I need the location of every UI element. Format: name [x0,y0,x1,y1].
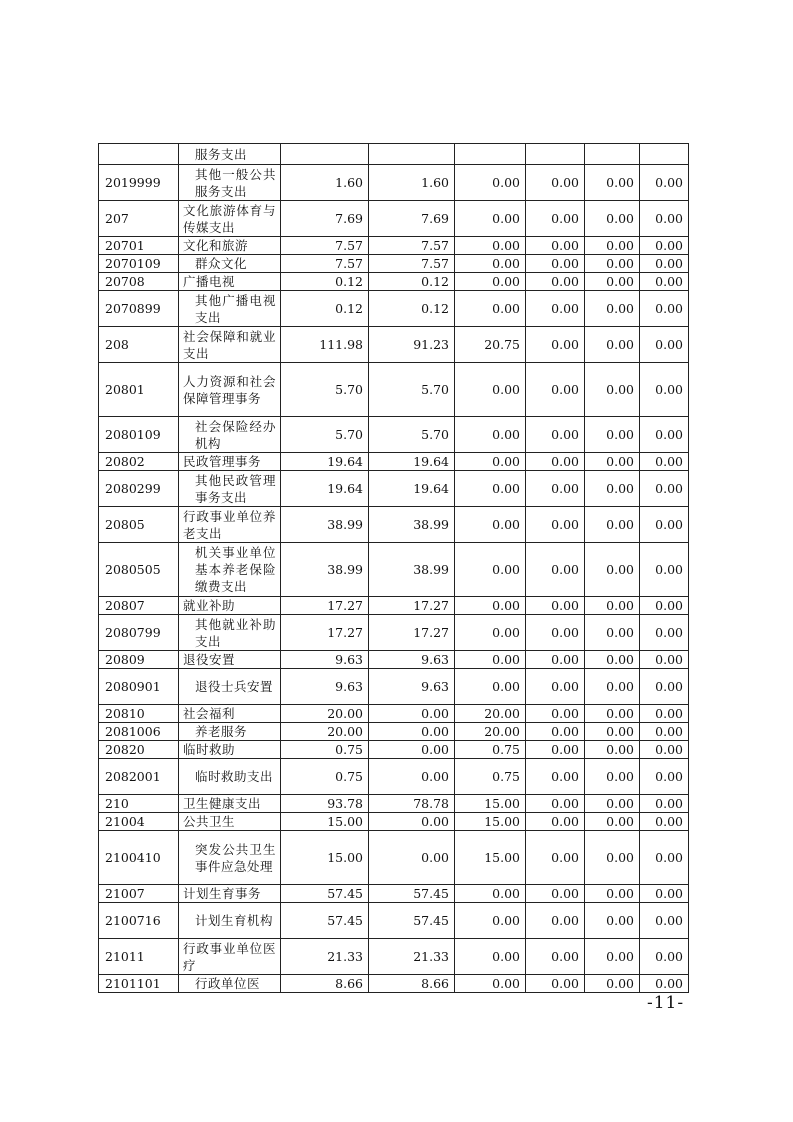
amount-cell: 17.27 [369,597,455,615]
amount-cell: 19.64 [369,453,455,471]
amount-cell: 0.12 [281,273,369,291]
amount-cell [369,144,455,165]
amount-cell: 57.45 [281,903,369,939]
table-row [99,291,689,327]
amount-cell: 20.00 [455,705,526,723]
amount-cell: 0.75 [455,759,526,795]
amount-cell: 0.00 [585,237,640,255]
subject-name-cell: 民政管理事务 [179,453,281,471]
amount-cell: 0.00 [455,975,526,993]
amount-cell: 0.00 [585,507,640,543]
amount-cell: 9.63 [369,669,455,705]
subject-name-cell: 人力资源和社会保障管理事务 [179,363,281,417]
amount-cell: 0.00 [526,453,585,471]
amount-cell: 17.27 [281,597,369,615]
subject-code-cell: 2070899 [99,291,179,327]
table-body [99,144,689,993]
amount-cell: 0.00 [369,705,455,723]
amount-cell: 0.00 [585,669,640,705]
subject-code-cell: 20801 [99,363,179,417]
amount-cell: 0.12 [369,291,455,327]
amount-cell: 0.00 [640,795,689,813]
amount-cell: 0.00 [585,291,640,327]
amount-cell: 78.78 [369,795,455,813]
amount-cell: 0.00 [640,291,689,327]
amount-cell: 0.00 [585,723,640,741]
amount-cell: 0.00 [455,939,526,975]
amount-cell: 9.63 [281,669,369,705]
amount-cell: 0.00 [526,165,585,201]
amount-cell: 57.45 [369,903,455,939]
table-row [99,543,689,597]
subject-name-cell: 其他就业补助支出 [179,615,281,651]
amount-cell: 5.70 [281,363,369,417]
amount-cell: 0.00 [640,831,689,885]
amount-cell: 8.66 [281,975,369,993]
table-row [99,705,689,723]
amount-cell [640,144,689,165]
amount-cell [585,144,640,165]
amount-cell: 0.00 [526,237,585,255]
amount-cell: 38.99 [281,507,369,543]
amount-cell: 0.00 [526,939,585,975]
amount-cell: 57.45 [281,885,369,903]
amount-cell: 20.00 [455,723,526,741]
amount-cell: 5.70 [369,363,455,417]
amount-cell: 0.00 [526,615,585,651]
subject-code-cell: 20810 [99,705,179,723]
amount-cell: 0.00 [585,903,640,939]
subject-name-cell: 就业补助 [179,597,281,615]
amount-cell: 0.00 [585,471,640,507]
amount-cell: 0.00 [640,741,689,759]
table-row [99,471,689,507]
amount-cell: 0.00 [455,597,526,615]
table-row [99,939,689,975]
amount-cell: 0.00 [526,723,585,741]
amount-cell: 0.00 [640,723,689,741]
amount-cell: 0.00 [526,903,585,939]
table-row [99,327,689,363]
amount-cell: 0.00 [640,759,689,795]
amount-cell: 0.00 [526,255,585,273]
amount-cell: 0.00 [640,273,689,291]
amount-cell: 0.00 [455,417,526,453]
amount-cell: 0.00 [455,291,526,327]
amount-cell: 7.57 [281,255,369,273]
subject-code-cell: 2100716 [99,903,179,939]
amount-cell: 0.12 [369,273,455,291]
subject-name-cell: 临时救助 [179,741,281,759]
amount-cell: 0.00 [455,363,526,417]
table-row [99,165,689,201]
table-row [99,831,689,885]
amount-cell: 0.00 [585,327,640,363]
amount-cell: 0.00 [585,615,640,651]
amount-cell: 21.33 [281,939,369,975]
table-row [99,597,689,615]
table-row [99,363,689,417]
amount-cell: 0.00 [526,327,585,363]
amount-cell: 0.00 [585,255,640,273]
subject-name-cell: 广播电视 [179,273,281,291]
amount-cell: 0.00 [526,759,585,795]
amount-cell: 0.00 [526,741,585,759]
table-row [99,201,689,237]
amount-cell [281,144,369,165]
subject-name-cell: 文化旅游体育与传媒支出 [179,201,281,237]
amount-cell: 0.00 [526,363,585,417]
subject-name-cell: 公共卫生 [179,813,281,831]
subject-name-cell: 计划生育机构 [179,903,281,939]
table-row [99,741,689,759]
amount-cell: 7.57 [369,255,455,273]
subject-code-cell: 2080299 [99,471,179,507]
subject-name-cell: 社会保障和就业支出 [179,327,281,363]
amount-cell [526,144,585,165]
amount-cell: 0.00 [585,831,640,885]
amount-cell: 9.63 [369,651,455,669]
amount-cell: 5.70 [369,417,455,453]
amount-cell: 0.00 [585,201,640,237]
amount-cell: 0.00 [526,975,585,993]
amount-cell: 15.00 [281,831,369,885]
subject-name-cell: 卫生健康支出 [179,795,281,813]
amount-cell: 0.00 [640,237,689,255]
amount-cell: 0.00 [585,273,640,291]
amount-cell: 15.00 [455,813,526,831]
amount-cell: 0.00 [455,651,526,669]
amount-cell: 0.00 [455,273,526,291]
amount-cell: 0.00 [455,237,526,255]
amount-cell: 0.00 [585,759,640,795]
amount-cell: 0.00 [526,813,585,831]
subject-name-cell: 行政事业单位养老支出 [179,507,281,543]
amount-cell: 57.45 [369,885,455,903]
amount-cell: 0.00 [526,417,585,453]
subject-code-cell: 20805 [99,507,179,543]
amount-cell: 0.00 [585,705,640,723]
amount-cell: 0.00 [526,795,585,813]
amount-cell: 0.00 [585,597,640,615]
amount-cell: 20.75 [455,327,526,363]
table-row [99,651,689,669]
amount-cell: 0.00 [640,975,689,993]
table-row [99,885,689,903]
amount-cell: 38.99 [369,507,455,543]
amount-cell: 0.00 [640,255,689,273]
table-row [99,813,689,831]
amount-cell: 0.00 [640,669,689,705]
subject-code-cell: 21007 [99,885,179,903]
subject-name-cell: 养老服务 [179,723,281,741]
subject-code-cell: 2101101 [99,975,179,993]
amount-cell: 5.70 [281,417,369,453]
amount-cell: 0.00 [640,705,689,723]
amount-cell: 15.00 [455,831,526,885]
table-row [99,417,689,453]
amount-cell: 0.12 [281,291,369,327]
amount-cell: 0.00 [455,903,526,939]
subject-code-cell: 20701 [99,237,179,255]
amount-cell: 0.00 [640,363,689,417]
amount-cell: 0.00 [526,273,585,291]
subject-name-cell: 行政单位医 [179,975,281,993]
subject-code-cell: 20807 [99,597,179,615]
amount-cell: 0.00 [455,615,526,651]
subject-code-cell: 2019999 [99,165,179,201]
amount-cell: 9.63 [281,651,369,669]
amount-cell: 0.00 [640,885,689,903]
page-number: -11- [647,993,685,1013]
subject-name-cell: 服务支出 [179,144,281,165]
subject-name-cell: 社会福利 [179,705,281,723]
subject-name-cell: 退役士兵安置 [179,669,281,705]
amount-cell: 0.00 [455,453,526,471]
amount-cell: 0.00 [369,831,455,885]
amount-cell: 0.00 [526,651,585,669]
subject-code-cell: 20809 [99,651,179,669]
amount-cell: 0.00 [526,885,585,903]
subject-code-cell [99,144,179,165]
amount-cell: 7.57 [369,237,455,255]
amount-cell: 0.00 [640,939,689,975]
table-row [99,507,689,543]
subject-name-cell: 社会保险经办机构 [179,417,281,453]
table-row [99,903,689,939]
amount-cell: 0.00 [640,327,689,363]
subject-name-cell: 文化和旅游 [179,237,281,255]
amount-cell: 0.00 [526,507,585,543]
subject-name-cell: 计划生育事务 [179,885,281,903]
amount-cell: 19.64 [281,471,369,507]
subject-name-cell: 退役安置 [179,651,281,669]
amount-cell: 0.00 [455,543,526,597]
amount-cell: 17.27 [281,615,369,651]
amount-cell: 0.00 [640,453,689,471]
amount-cell: 19.64 [281,453,369,471]
subject-code-cell: 210 [99,795,179,813]
amount-cell: 0.00 [526,201,585,237]
amount-cell: 0.00 [640,597,689,615]
amount-cell: 0.00 [585,543,640,597]
subject-code-cell: 2080799 [99,615,179,651]
amount-cell: 0.00 [585,651,640,669]
budget-table [98,143,689,993]
amount-cell: 21.33 [369,939,455,975]
amount-cell: 0.00 [455,507,526,543]
amount-cell: 7.69 [369,201,455,237]
subject-name-cell: 突发公共卫生事件应急处理 [179,831,281,885]
table-row [99,669,689,705]
amount-cell: 0.00 [526,705,585,723]
subject-code-cell: 20802 [99,453,179,471]
subject-code-cell: 2080109 [99,417,179,453]
amount-cell: 0.75 [455,741,526,759]
amount-cell: 0.00 [526,831,585,885]
table-row [99,144,689,165]
subject-code-cell: 20708 [99,273,179,291]
amount-cell: 0.00 [640,165,689,201]
amount-cell: 0.00 [455,201,526,237]
amount-cell: 0.00 [585,165,640,201]
amount-cell: 0.00 [455,165,526,201]
subject-code-cell: 2081006 [99,723,179,741]
amount-cell: 38.99 [281,543,369,597]
amount-cell: 0.00 [369,813,455,831]
amount-cell: 0.00 [640,201,689,237]
subject-name-cell: 行政事业单位医疗 [179,939,281,975]
subject-code-cell: 208 [99,327,179,363]
subject-name-cell: 其他一般公共服务支出 [179,165,281,201]
amount-cell: 0.75 [281,741,369,759]
subject-code-cell: 20820 [99,741,179,759]
amount-cell: 0.00 [585,975,640,993]
table-row [99,255,689,273]
amount-cell: 19.64 [369,471,455,507]
amount-cell: 91.23 [369,327,455,363]
subject-code-cell: 207 [99,201,179,237]
amount-cell: 0.00 [640,903,689,939]
amount-cell: 0.00 [369,741,455,759]
amount-cell: 0.00 [369,723,455,741]
amount-cell: 0.00 [526,597,585,615]
amount-cell: 1.60 [369,165,455,201]
subject-name-cell: 其他民政管理事务支出 [179,471,281,507]
subject-name-cell: 临时救助支出 [179,759,281,795]
amount-cell: 0.00 [526,669,585,705]
subject-code-cell: 2070109 [99,255,179,273]
subject-code-cell: 2080901 [99,669,179,705]
table-row [99,273,689,291]
amount-cell: 111.98 [281,327,369,363]
amount-cell: 0.00 [640,651,689,669]
table-row [99,723,689,741]
amount-cell: 0.00 [585,453,640,471]
table-row [99,759,689,795]
amount-cell: 0.00 [640,417,689,453]
subject-code-cell: 2100410 [99,831,179,885]
amount-cell: 0.00 [585,741,640,759]
subject-code-cell: 2082001 [99,759,179,795]
amount-cell: 0.00 [585,939,640,975]
amount-cell: 1.60 [281,165,369,201]
amount-cell: 93.78 [281,795,369,813]
amount-cell: 0.00 [526,543,585,597]
amount-cell: 0.00 [455,255,526,273]
subject-name-cell: 群众文化 [179,255,281,273]
amount-cell: 0.00 [585,813,640,831]
amount-cell: 7.57 [281,237,369,255]
subject-code-cell: 21004 [99,813,179,831]
amount-cell: 0.00 [526,291,585,327]
amount-cell: 17.27 [369,615,455,651]
amount-cell: 0.00 [455,669,526,705]
table-row [99,453,689,471]
amount-cell: 0.00 [640,507,689,543]
subject-code-cell: 2080505 [99,543,179,597]
amount-cell: 0.00 [526,471,585,507]
amount-cell: 0.00 [455,885,526,903]
amount-cell: 15.00 [455,795,526,813]
amount-cell: 8.66 [369,975,455,993]
subject-name-cell: 机关事业单位基本养老保险缴费支出 [179,543,281,597]
amount-cell: 0.00 [369,759,455,795]
subject-code-cell: 21011 [99,939,179,975]
amount-cell: 20.00 [281,705,369,723]
amount-cell: 0.00 [640,813,689,831]
amount-cell: 0.00 [585,363,640,417]
amount-cell: 0.00 [640,543,689,597]
table-row [99,975,689,993]
amount-cell: 0.00 [585,417,640,453]
amount-cell: 20.00 [281,723,369,741]
table-row [99,795,689,813]
amount-cell: 0.00 [585,795,640,813]
subject-name-cell: 其他广播电视支出 [179,291,281,327]
amount-cell: 7.69 [281,201,369,237]
amount-cell: 0.75 [281,759,369,795]
amount-cell [455,144,526,165]
amount-cell: 0.00 [455,471,526,507]
amount-cell: 15.00 [281,813,369,831]
table-row [99,615,689,651]
amount-cell: 38.99 [369,543,455,597]
amount-cell: 0.00 [640,471,689,507]
amount-cell: 0.00 [640,615,689,651]
amount-cell: 0.00 [585,885,640,903]
table-row [99,237,689,255]
